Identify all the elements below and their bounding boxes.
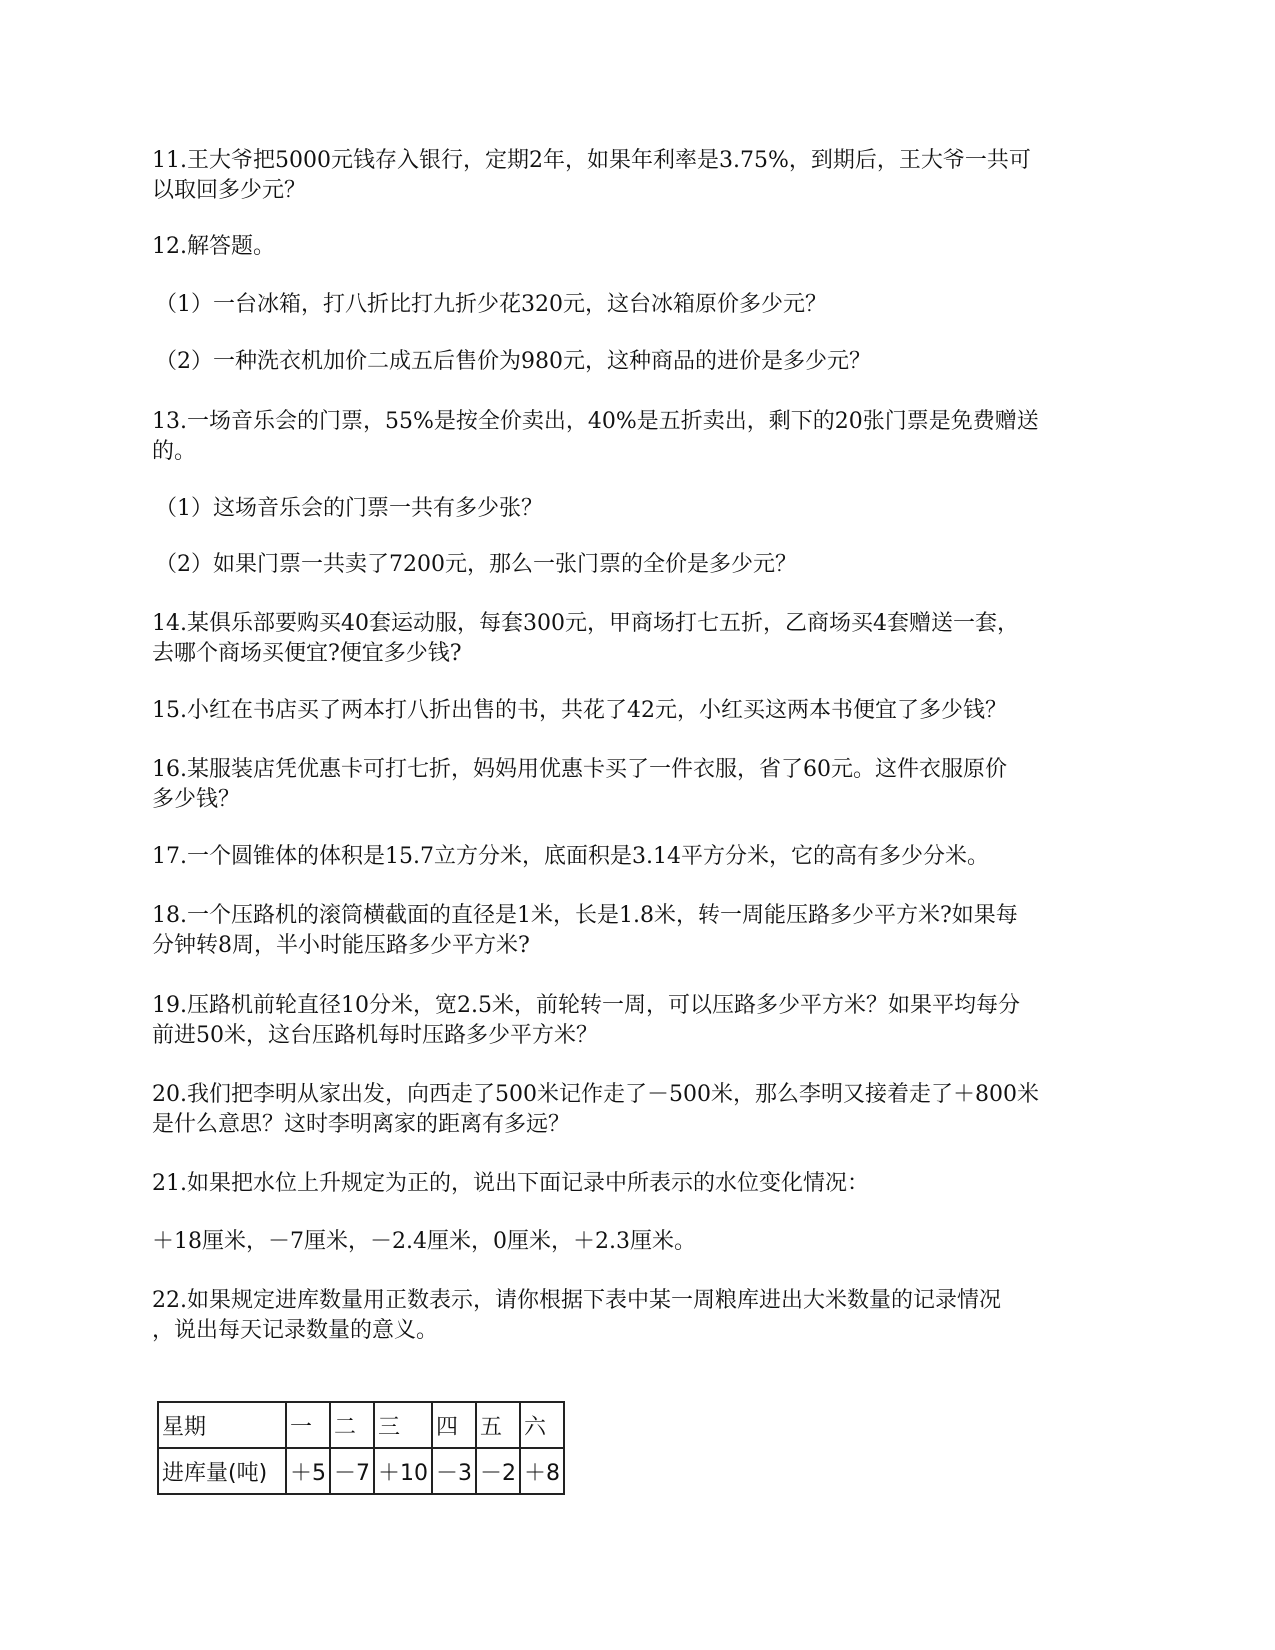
q13-part2: （2）如果门票一共卖了7200元，那么一张门票的全价是多少元？ <box>155 552 797 577</box>
q22-line2: ，说出每天记录数量的意义。 <box>152 1318 439 1343</box>
q19-line2: 前进50米，这台压路机每时压路多少平方米？ <box>152 1023 598 1048</box>
grain-record-table-wrapper <box>157 1401 565 1495</box>
q11-line2: 以取回多少元？ <box>152 178 307 203</box>
q19-line1: 19.压路机前轮直径10分米，宽2.5米，前轮转一周，可以压路多少平方米？如果平均每分 <box>152 993 1020 1018</box>
table-value-cell: ＋10 <box>374 1448 432 1494</box>
q15-line1: 15.小红在书店买了两本打八折出售的书，共花了42元，小红买这两本书便宜了多少钱？ <box>152 698 1007 723</box>
q21-line1: 21.如果把水位上升规定为正的，说出下面记录中所表示的水位变化情况： <box>152 1171 869 1196</box>
table-row-weekday <box>158 1402 564 1448</box>
table-value-cell: －7 <box>330 1448 374 1494</box>
q21-line2: ＋18厘米，－7厘米，－2.4厘米，0厘米，＋2.3厘米。 <box>152 1229 696 1254</box>
q18-line1: 18.一个压路机的滚筒横截面的直径是1米，长是1.8米，转一周能压路多少平方米?如果每 <box>152 903 1018 928</box>
table-row-quantity <box>158 1448 564 1494</box>
q11-line1: 11.王大爷把5000元钱存入银行，定期2年，如果年利率是3.75%，到期后，王大爷一共可 <box>152 148 1031 173</box>
table-header-label: 星期 <box>158 1402 286 1448</box>
q20-line2: 是什么意思？这时李明离家的距离有多远？ <box>152 1112 571 1137</box>
table-value-cell: －3 <box>432 1448 476 1494</box>
table-day-cell: 四 <box>432 1402 476 1448</box>
q13-line2: 的。 <box>152 439 197 464</box>
q20-line1: 20.我们把李明从家出发，向西走了500米记作走了－500米，那么李明又接着走了＋800米 <box>152 1082 1039 1107</box>
table-day-cell: 一 <box>286 1402 330 1448</box>
q14-line2: 去哪个商场买便宜?便宜多少钱? <box>152 641 462 666</box>
table-day-cell: 三 <box>374 1402 432 1448</box>
q16-line1: 16.某服装店凭优惠卡可打七折，妈妈用优惠卡买了一件衣服，省了60元。这件衣服原价 <box>152 757 1007 782</box>
table-row-label: 进库量(吨) <box>158 1448 286 1494</box>
table-day-cell: 五 <box>476 1402 520 1448</box>
table-value-cell: ＋5 <box>286 1448 330 1494</box>
q16-line2: 多少钱？ <box>152 787 241 812</box>
q18-line2: 分钟转8周，半小时能压路多少平方米? <box>152 933 530 958</box>
table-day-cell: 六 <box>520 1402 564 1448</box>
table-value-cell: －2 <box>476 1448 520 1494</box>
q22-line1: 22.如果规定进库数量用正数表示，请你根据下表中某一周粮库进出大米数量的记录情况 <box>152 1288 1001 1313</box>
table-value-cell: ＋8 <box>520 1448 564 1494</box>
q12-part1: （1）一台冰箱，打八折比打九折少花320元，这台冰箱原价多少元？ <box>155 292 827 317</box>
q13-part1: （1）这场音乐会的门票一共有多少张？ <box>155 496 543 521</box>
table-day-cell: 二 <box>330 1402 374 1448</box>
grain-record-table <box>157 1401 565 1495</box>
q13-line1: 13.一场音乐会的门票，55%是按全价卖出，40%是五折卖出，剩下的20张门票是免费赠送 <box>152 409 1039 434</box>
q14-line1: 14.某俱乐部要购买40套运动服，每套300元，甲商场打七五折，乙商场买4套赠送一套， <box>152 611 1019 636</box>
q17-line1: 17.一个圆锥体的体积是15.7立方分米，底面积是3.14平方分米，它的高有多少分米。 <box>152 844 989 869</box>
q12-title: 12.解答题。 <box>152 234 275 259</box>
q12-part2: （2）一种洗衣机加价二成五后售价为980元，这种商品的进价是多少元？ <box>155 349 871 374</box>
